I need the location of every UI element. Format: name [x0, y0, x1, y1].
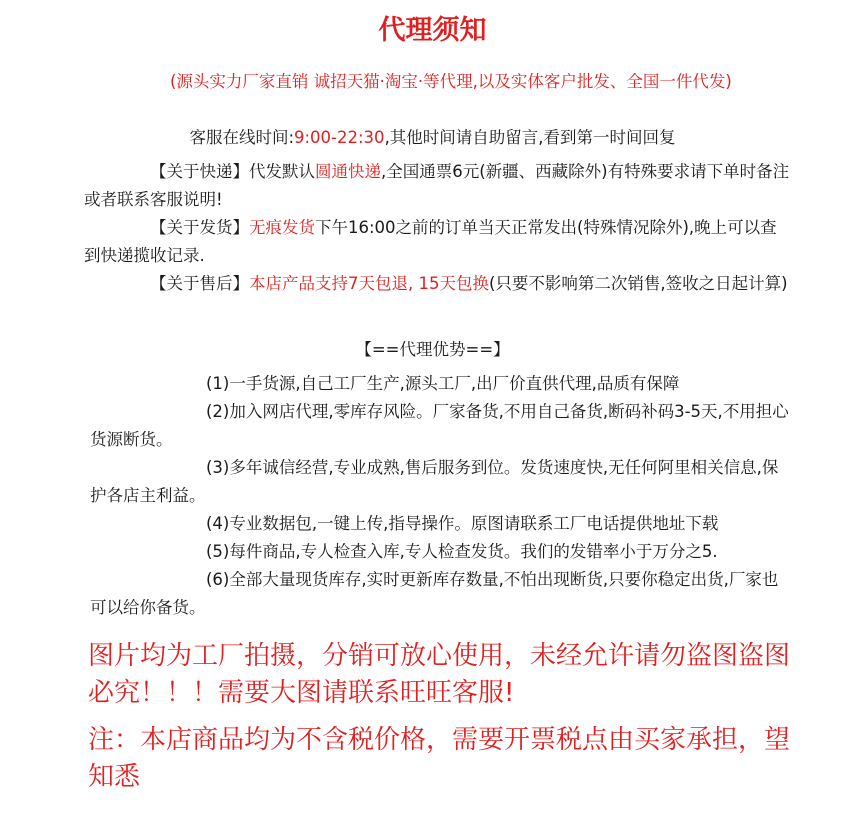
aftersale-section: [84, 270, 792, 298]
advantage-item: (6)全部大量现货库存,实时更新库存数量,不怕出现断货,只要你稳定出货,厂家也可以给你备货。: [90, 570, 779, 617]
advantage-item: (1)一手货源,自己工厂生产,源头工厂,出厂价直供代理,品质有保障: [206, 374, 680, 393]
advantage-item: (3)多年诚信经营,专业成熟,售后服务到位。发货速度快,无任何阿里相关信息,保护各店主利益。: [90, 458, 779, 505]
shipping-label: 【关于发货】: [150, 218, 249, 237]
service-hours: [0, 124, 865, 152]
advantage-item: (4)专业数据包,一键上传,指导操作。原图请联系工厂电话提供地址下载: [206, 514, 719, 533]
advantages-title: 【==代理优势==】: [355, 340, 510, 359]
express-highlight: 圆通快递: [315, 162, 381, 181]
service-hours-value: 9:00-22:30: [294, 128, 385, 147]
shipping-section: [84, 214, 792, 270]
tax-notice: 注：本店商品均为不含税价格，需要开票税点由买家承担，望知悉: [88, 725, 791, 792]
advantage-item: (2)加入网店代理,零库存风险。厂家备货,不用自己备货,断码补码3-5天,不用担心货源断货。: [90, 402, 789, 449]
express-label: 【关于快递】代发默认: [150, 162, 315, 181]
service-rest: ,其他时间请自助留言,看到第一时间回复: [384, 128, 676, 147]
service-label: 客服在线时间:: [189, 128, 294, 147]
express-rest: ,全国通票6元(新疆、西藏除外)有特殊要求请下单时备注或者联系客服说明!: [84, 162, 790, 209]
aftersale-label: 【关于售后】: [150, 274, 249, 293]
express-section: [84, 158, 792, 214]
page-title: 代理须知: [378, 15, 487, 46]
intro-text: (源头实力厂家直销 诚招天猫·淘宝·等代理,以及实体客户批发、全国一件代发): [170, 72, 732, 91]
aftersale-highlight: 本店产品支持7天包退, 15天包换: [249, 274, 489, 293]
shipping-highlight: 无痕发货: [249, 218, 315, 237]
aftersale-rest: (只要不影响第二次销售,签收之日起计算): [488, 274, 788, 293]
copyright-notice: 图片均为工厂拍摄，分销可放心使用，未经允许请勿盗图盗图必究！！！需要大图请联系旺旺客服!: [88, 641, 791, 708]
advantage-item: (5)每件商品,专人检查入库,专人检查发货。我们的发错率小于万分之5.: [206, 542, 718, 561]
shipping-rest: 下午16:00之前的订单当天正常发出(特殊情况除外),晚上可以查到快递揽收记录.: [84, 218, 777, 265]
